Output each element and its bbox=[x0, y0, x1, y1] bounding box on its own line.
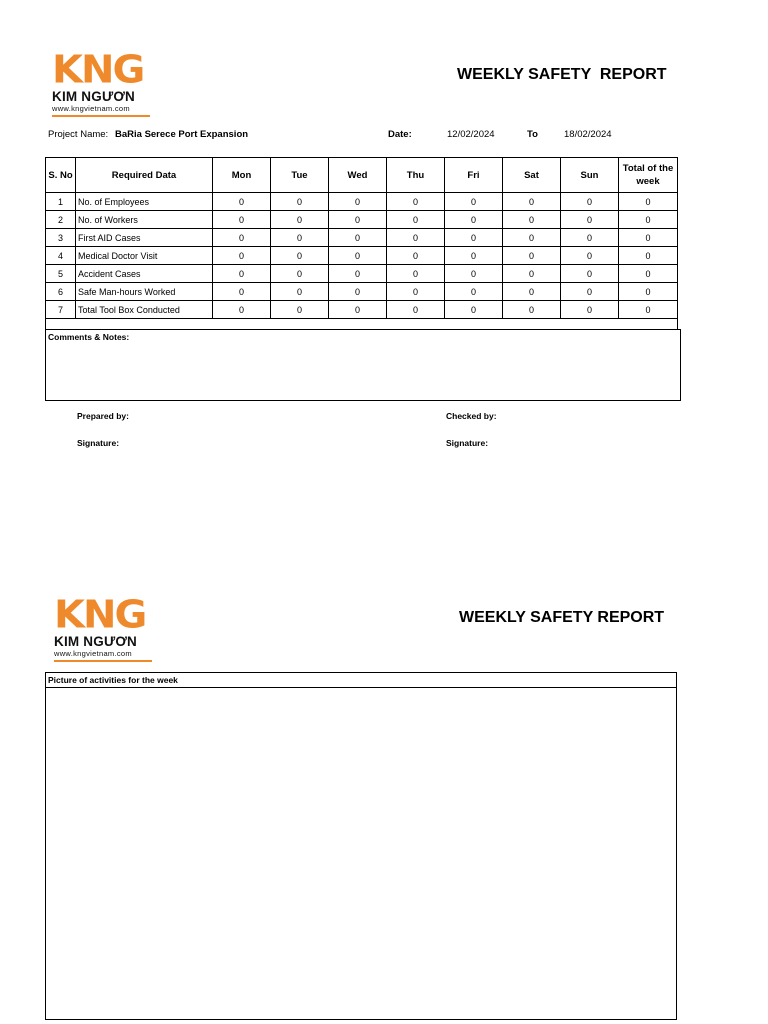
row-value-cell: 0 bbox=[503, 247, 561, 265]
blank-cell bbox=[46, 319, 76, 330]
blank-cell bbox=[329, 319, 387, 330]
row-label-cell: Safe Man-hours Worked bbox=[76, 283, 213, 301]
row-value-cell: 0 bbox=[271, 265, 329, 283]
row-value-cell: 0 bbox=[329, 283, 387, 301]
prepared-signature-label: Signature: bbox=[77, 438, 120, 448]
row-value-cell: 0 bbox=[213, 301, 271, 319]
logo-underline bbox=[54, 660, 152, 662]
row-value-cell: 0 bbox=[271, 301, 329, 319]
row-value-cell: 0 bbox=[445, 301, 503, 319]
table-row bbox=[46, 211, 678, 229]
header-sno: S. No bbox=[46, 158, 76, 193]
row-value-cell: 0 bbox=[445, 265, 503, 283]
row-value-cell: 0 bbox=[561, 265, 619, 283]
logo-company-name: KIM NGƯƠN bbox=[54, 634, 138, 649]
header-mon: Mon bbox=[213, 158, 271, 193]
row-value-cell: 0 bbox=[387, 211, 445, 229]
row-label-cell: No. of Employees bbox=[76, 193, 213, 211]
row-value-cell: 0 bbox=[561, 211, 619, 229]
logo-company-name: KIM NGƯƠN bbox=[52, 89, 136, 104]
row-value-cell: 0 bbox=[271, 229, 329, 247]
row-value-cell: 0 bbox=[445, 193, 503, 211]
row-value-cell: 0 bbox=[503, 211, 561, 229]
logo-website: www.kngvietnam.com bbox=[54, 649, 132, 658]
row-value-cell: 0 bbox=[387, 193, 445, 211]
header-total: Total of the week bbox=[619, 158, 678, 193]
blank-cell bbox=[619, 319, 678, 330]
row-value-cell: 0 bbox=[445, 247, 503, 265]
row-value-cell: 0 bbox=[329, 211, 387, 229]
row-value-cell: 0 bbox=[271, 283, 329, 301]
checked-signature-label: Signature: bbox=[446, 438, 489, 448]
row-value-cell: 0 bbox=[561, 247, 619, 265]
blank-cell bbox=[561, 319, 619, 330]
row-value-cell: 0 bbox=[503, 283, 561, 301]
row-value-cell: 0 bbox=[213, 283, 271, 301]
row-sno-cell: 4 bbox=[46, 247, 76, 265]
blank-cell bbox=[213, 319, 271, 330]
project-name-value: BaRia Serece Port Expansion bbox=[115, 129, 249, 140]
row-label-cell: No. of Workers bbox=[76, 211, 213, 229]
header-tue: Tue bbox=[271, 158, 329, 193]
row-value-cell: 0 bbox=[445, 229, 503, 247]
date-to-label: To bbox=[527, 129, 538, 140]
project-name-label: Project Name: bbox=[48, 129, 109, 140]
row-value-cell: 0 bbox=[445, 211, 503, 229]
row-value-cell: 0 bbox=[619, 193, 678, 211]
row-value-cell: 0 bbox=[213, 193, 271, 211]
comments-notes-label: Comments & Notes: bbox=[48, 332, 130, 342]
row-value-cell: 0 bbox=[387, 265, 445, 283]
row-sno-cell: 2 bbox=[46, 211, 76, 229]
row-value-cell: 0 bbox=[619, 211, 678, 229]
row-value-cell: 0 bbox=[387, 229, 445, 247]
row-value-cell: 0 bbox=[561, 229, 619, 247]
logo-mark: KNG bbox=[54, 593, 146, 637]
row-value-cell: 0 bbox=[271, 193, 329, 211]
row-value-cell: 0 bbox=[213, 247, 271, 265]
table-blank-row bbox=[46, 319, 678, 330]
activity-pictures-label: Picture of activities for the week bbox=[46, 673, 676, 688]
row-value-cell: 0 bbox=[503, 265, 561, 283]
row-value-cell: 0 bbox=[329, 247, 387, 265]
date-from-value: 12/02/2024 bbox=[447, 129, 495, 140]
logo-mark: KNG bbox=[52, 48, 144, 92]
row-value-cell: 0 bbox=[329, 193, 387, 211]
row-value-cell: 0 bbox=[387, 283, 445, 301]
report-title: WEEKLY SAFETY REPORT bbox=[457, 66, 667, 83]
header-sun: Sun bbox=[561, 158, 619, 193]
row-value-cell: 0 bbox=[271, 247, 329, 265]
row-value-cell: 0 bbox=[561, 301, 619, 319]
report-title-page2: WEEKLY SAFETY REPORT bbox=[459, 609, 665, 626]
row-sno-cell: 5 bbox=[46, 265, 76, 283]
activity-pictures-box[interactable] bbox=[45, 672, 677, 1020]
table-row bbox=[46, 193, 678, 211]
header-thu: Thu bbox=[387, 158, 445, 193]
safety-data-table bbox=[45, 157, 678, 330]
logo-website: www.kngvietnam.com bbox=[52, 104, 130, 113]
checked-by-label: Checked by: bbox=[446, 411, 497, 421]
row-value-cell: 0 bbox=[329, 265, 387, 283]
row-value-cell: 0 bbox=[561, 193, 619, 211]
table-row bbox=[46, 283, 678, 301]
table-body bbox=[46, 193, 678, 330]
row-value-cell: 0 bbox=[213, 211, 271, 229]
header-wed: Wed bbox=[329, 158, 387, 193]
row-value-cell: 0 bbox=[503, 301, 561, 319]
row-label-cell: Medical Doctor Visit bbox=[76, 247, 213, 265]
row-sno-cell: 6 bbox=[46, 283, 76, 301]
row-value-cell: 0 bbox=[329, 301, 387, 319]
row-value-cell: 0 bbox=[561, 283, 619, 301]
company-logo bbox=[52, 48, 162, 117]
row-value-cell: 0 bbox=[619, 301, 678, 319]
date-to-value: 18/02/2024 bbox=[564, 129, 612, 140]
row-value-cell: 0 bbox=[503, 193, 561, 211]
table-row bbox=[46, 265, 678, 283]
row-value-cell: 0 bbox=[213, 265, 271, 283]
row-label-cell: Accident Cases bbox=[76, 265, 213, 283]
prepared-by-label: Prepared by: bbox=[77, 411, 129, 421]
row-value-cell: 0 bbox=[387, 247, 445, 265]
blank-cell bbox=[445, 319, 503, 330]
row-value-cell: 0 bbox=[619, 265, 678, 283]
row-value-cell: 0 bbox=[213, 229, 271, 247]
table-row bbox=[46, 247, 678, 265]
blank-cell bbox=[76, 319, 213, 330]
table-row bbox=[46, 229, 678, 247]
row-label-cell: Total Tool Box Conducted bbox=[76, 301, 213, 319]
table-header-row bbox=[46, 158, 678, 193]
row-value-cell: 0 bbox=[445, 283, 503, 301]
blank-cell bbox=[271, 319, 329, 330]
row-sno-cell: 3 bbox=[46, 229, 76, 247]
row-value-cell: 0 bbox=[619, 229, 678, 247]
row-value-cell: 0 bbox=[619, 283, 678, 301]
header-required-data: Required Data bbox=[76, 158, 213, 193]
logo-underline bbox=[52, 115, 150, 117]
table-row bbox=[46, 301, 678, 319]
row-value-cell: 0 bbox=[387, 301, 445, 319]
company-logo-page2 bbox=[54, 593, 164, 662]
blank-cell bbox=[503, 319, 561, 330]
row-value-cell: 0 bbox=[619, 247, 678, 265]
blank-cell bbox=[387, 319, 445, 330]
comments-notes-box[interactable] bbox=[45, 329, 681, 401]
header-fri: Fri bbox=[445, 158, 503, 193]
row-value-cell: 0 bbox=[271, 211, 329, 229]
header-sat: Sat bbox=[503, 158, 561, 193]
row-value-cell: 0 bbox=[329, 229, 387, 247]
date-label: Date: bbox=[388, 129, 412, 140]
row-value-cell: 0 bbox=[503, 229, 561, 247]
row-label-cell: First AID Cases bbox=[76, 229, 213, 247]
row-sno-cell: 1 bbox=[46, 193, 76, 211]
row-sno-cell: 7 bbox=[46, 301, 76, 319]
